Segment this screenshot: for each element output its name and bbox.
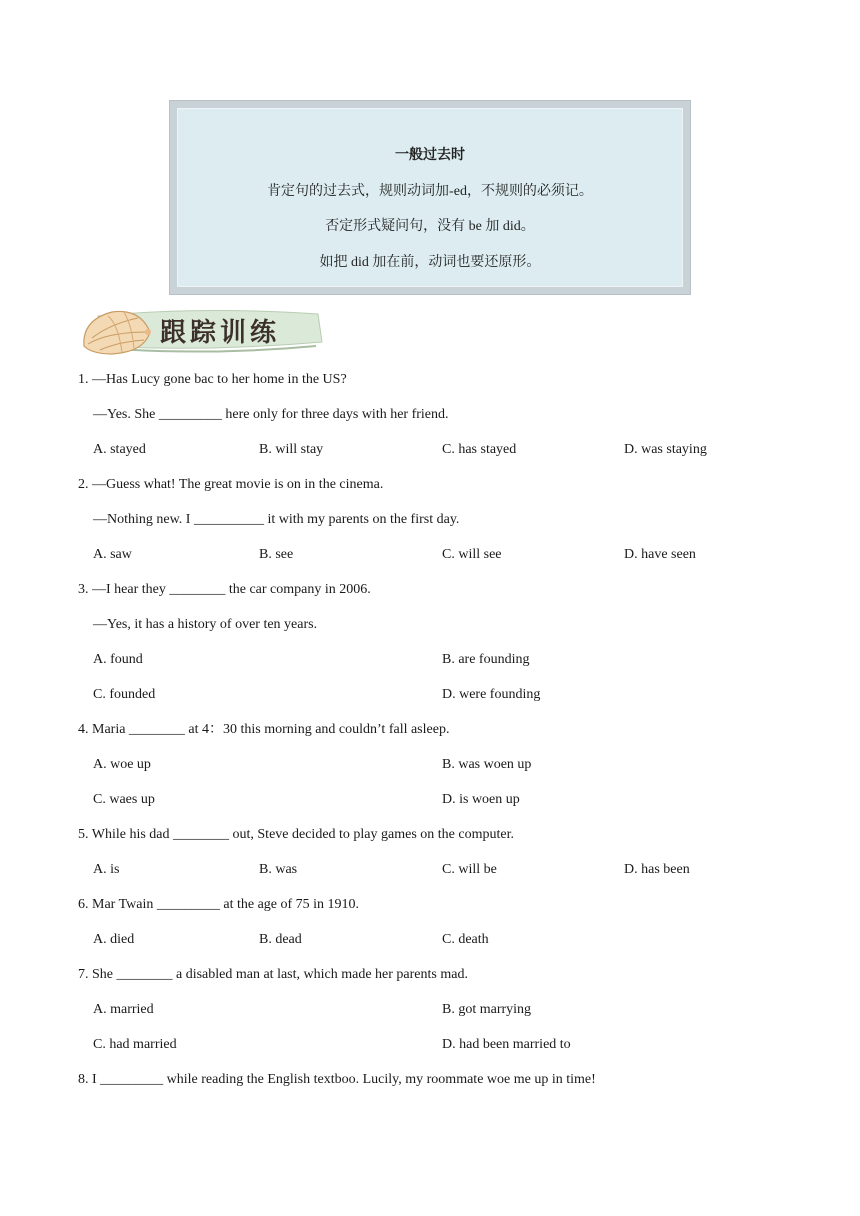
question-3-option-b[interactable]: B. are founding (442, 652, 530, 667)
question-2-reply: —Nothing new. I __________ it with my parents on the first day. (93, 512, 460, 527)
question-1-option-c[interactable]: C. has stayed (442, 442, 517, 457)
question-7-stem: 7. She ________ a disabled man at last, which made her parents mad. (78, 967, 468, 982)
section-banner (78, 302, 324, 358)
question-4-option-d[interactable]: D. is woen up (442, 792, 520, 807)
question-1-option-a[interactable]: A. stayed (93, 442, 146, 457)
question-1-option-b[interactable]: B. will stay (259, 442, 324, 457)
question-1-option-d[interactable]: D. was staying (624, 442, 707, 457)
question-6-option-a[interactable]: A. died (93, 932, 135, 947)
question-3-reply: —Yes, it has a history of over ten years. (93, 617, 318, 632)
rule-line-3: 如把 did 加在前，动词也要还原形。 (319, 255, 541, 270)
question-1-reply: —Yes. She _________ here only for three days with her friend. (93, 407, 449, 422)
question-8-stem: 8. I _________ while reading the English textboo. Lucily, my roommate woe me up in time! (78, 1072, 596, 1087)
question-4-option-c[interactable]: C. waes up (93, 792, 155, 807)
question-7-option-b[interactable]: B. got marrying (442, 1002, 532, 1017)
question-7-option-c[interactable]: C. had married (93, 1037, 177, 1052)
question-3-option-a[interactable]: A. found (93, 652, 143, 667)
question-2-option-a[interactable]: A. saw (93, 547, 132, 562)
rule-line-1: 肯定句的过去式，规则动词加-ed，不规则的必须记。 (267, 184, 593, 199)
question-6-stem: 6. Mar Twain _________ at the age of 75 in 1910. (78, 897, 360, 912)
question-3-option-d[interactable]: D. were founding (442, 687, 541, 702)
question-6-option-c[interactable]: C. death (442, 932, 489, 947)
question-3-option-c[interactable]: C. founded (93, 687, 156, 702)
question-5-option-b[interactable]: B. was (259, 862, 298, 877)
question-2-stem: 2. —Guess what! The great movie is on in the cinema. (78, 477, 384, 492)
grammar-rule-box (170, 101, 690, 294)
question-2-option-d[interactable]: D. have seen (624, 547, 696, 562)
question-3-stem: 3. —I hear they ________ the car company in 2006. (78, 582, 371, 597)
question-5-option-d[interactable]: D. has been (624, 862, 690, 877)
question-6-option-b[interactable]: B. dead (259, 932, 302, 947)
rule-title: 一般过去时 (395, 148, 465, 163)
question-1-stem: 1. —Has Lucy gone bac to her home in the US? (78, 372, 347, 387)
question-5-option-a[interactable]: A. is (93, 862, 120, 877)
question-5-option-c[interactable]: C. will be (442, 862, 497, 877)
question-2-option-c[interactable]: C. will see (442, 547, 502, 562)
question-4-option-a[interactable]: A. woe up (93, 757, 151, 772)
seashell-icon (78, 302, 158, 358)
rule-line-2: 否定形式疑问句，没有 be 加 did。 (325, 219, 535, 234)
banner-label: 跟踪训练 (160, 318, 281, 348)
question-7-option-d[interactable]: D. had been married to (442, 1037, 571, 1052)
question-4-option-b[interactable]: B. was woen up (442, 757, 532, 772)
question-4-stem: 4. Maria ________ at 4：30 this morning and couldn’t fall asleep. (78, 722, 450, 737)
question-5-stem: 5. While his dad ________ out, Steve decided to play games on the computer. (78, 827, 514, 842)
question-7-option-a[interactable]: A. married (93, 1002, 154, 1017)
question-2-option-b[interactable]: B. see (259, 547, 294, 562)
